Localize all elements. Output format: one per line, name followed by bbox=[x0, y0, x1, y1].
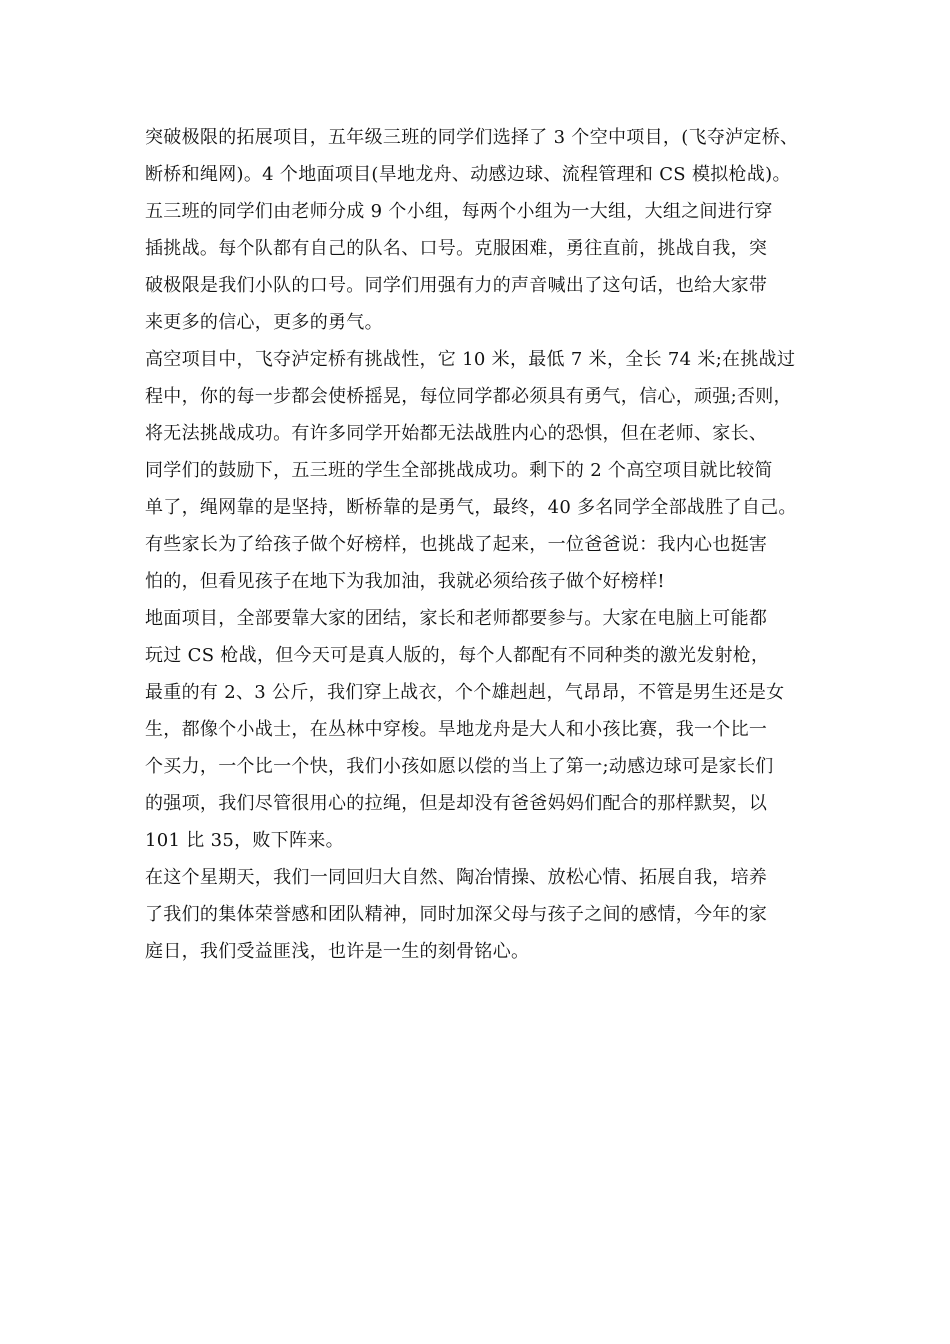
text-line: 的强项，我们尽管很用心的拉绳，但是却没有爸爸妈妈们配合的那样默契，以 bbox=[145, 793, 768, 814]
paragraph-1 bbox=[145, 119, 835, 193]
text-line: 庭日，我们受益匪浅，也许是一生的刻骨铭心。 bbox=[145, 941, 530, 962]
text-line: 最重的有 2、3 公斤，我们穿上战衣，个个雄赳赳，气昂昂，不管是男生还是女 bbox=[145, 682, 785, 703]
text-line: 怕的，但看见孩子在地下为我加油，我就必须给孩子做个好榜样! bbox=[145, 571, 665, 592]
text-line: 个买力，一个比一个快，我们小孩如愿以偿的当上了第一;动感边球可是家长们 bbox=[145, 756, 774, 777]
text-line: 地面项目，全部要靠大家的团结，家长和老师都要参与。大家在电脑上可能都 bbox=[145, 608, 768, 629]
text-line: 破极限是我们小队的口号。同学们用强有力的声音喊出了这句话，也给大家带 bbox=[145, 275, 768, 296]
paragraph-5 bbox=[145, 859, 835, 970]
document-body bbox=[145, 119, 835, 970]
text-line: 高空项目中，飞夺泸定桥有挑战性，它 10 米，最低 7 米，全长 74 米;在挑战过 bbox=[145, 349, 796, 370]
text-line: 程中，你的每一步都会使桥摇晃，每位同学都必须具有勇气，信心，顽强;否则， bbox=[145, 386, 792, 407]
text-line: 了我们的集体荣誉感和团队精神，同时加深父母与孩子之间的感情，今年的家 bbox=[145, 904, 768, 925]
text-line: 生，都像个小战士，在丛林中穿梭。旱地龙舟是大人和小孩比赛，我一个比一 bbox=[145, 719, 768, 740]
text-line: 单了，绳网靠的是坚持，断桥靠的是勇气，最终，40 多名同学全部战胜了自己。 bbox=[145, 497, 797, 518]
paragraph-2 bbox=[145, 193, 835, 341]
text-line: 断桥和绳网)。4 个地面项目(旱地龙舟、动感边球、流程管理和 CS 模拟枪战)。 bbox=[145, 164, 791, 185]
paragraph-3 bbox=[145, 341, 835, 600]
text-line: 插挑战。每个队都有自己的队名、口号。克服困难，勇往直前，挑战自我，突 bbox=[145, 238, 768, 259]
text-line: 玩过 CS 枪战，但今天可是真人版的，每个人都配有不同种类的激光发射枪， bbox=[145, 645, 770, 666]
text-line: 在这个星期天，我们一同回归大自然、陶冶情操、放松心情、拓展自我，培养 bbox=[145, 867, 768, 888]
paragraph-4 bbox=[145, 600, 835, 859]
text-line: 来更多的信心，更多的勇气。 bbox=[145, 312, 383, 333]
text-line: 有些家长为了给孩子做个好榜样，也挑战了起来，一位爸爸说：我内心也挺害 bbox=[145, 534, 768, 555]
text-line: 将无法挑战成功。有许多同学开始都无法战胜内心的恐惧，但在老师、家长、 bbox=[145, 423, 768, 444]
text-line: 101 比 35，败下阵来。 bbox=[145, 830, 344, 851]
text-line: 突破极限的拓展项目，五年级三班的同学们选择了 3 个空中项目，(飞夺泸定桥、 bbox=[145, 127, 799, 148]
text-line: 五三班的同学们由老师分成 9 个小组，每两个小组为一大组，大组之间进行穿 bbox=[145, 201, 773, 222]
text-line: 同学们的鼓励下，五三班的学生全部挑战成功。剩下的 2 个高空项目就比较简 bbox=[145, 460, 773, 481]
